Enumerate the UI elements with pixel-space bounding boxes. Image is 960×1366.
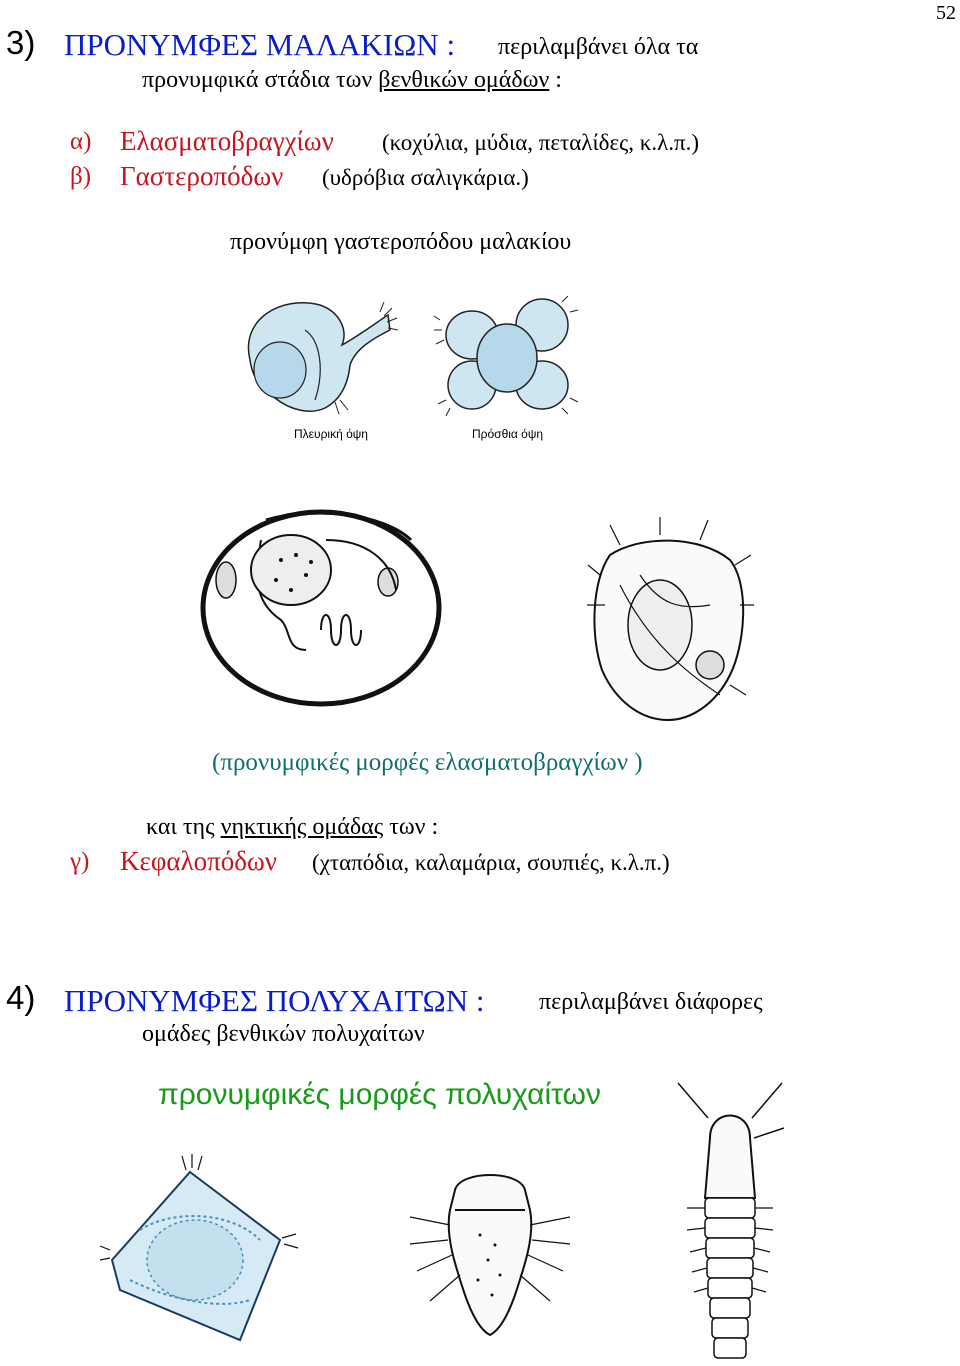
nektic-group-line [146,814,438,841]
section-3-desc-line2 [142,67,562,94]
item-a-label: α) [70,128,92,155]
section-4-desc-line2: ομάδες βενθικών πολυχαίτων [142,1021,425,1047]
item-g-name: Κεφαλοπόδων [120,846,277,876]
fig-front-label: Πρόσθια όψη [472,427,544,441]
fig-lateral-label: Πλευρική όψη [294,427,368,441]
bivalve-larva-illustration-1 [196,500,446,710]
section-4-desc-line1: περιλαμβάνει διάφορες [539,989,763,1015]
section-3-desc-line1: περιλαμβάνει όλα τα [498,34,699,60]
section-4-title: ΠΡΟΝΥΜΦΕΣ ΠΟΛΥΧΑΙΤΩΝ : [64,983,485,1018]
gastropod-lateral-illustration [230,290,400,430]
polychaete-caption: προνυμφικές μορφές πολυχαίτων [158,1078,601,1111]
item-b-name: Γαστεροπόδων [120,161,284,191]
bivalve-larva-illustration-2 [580,515,755,730]
nektic-group-text: νηκτικής ομάδας [220,814,384,840]
nektic-prefix: και της [146,814,215,840]
desc2-part1: προνυμφικά στάδια των [142,67,373,93]
item-a-examples: (κοχύλια, μύδια, πεταλίδες, κ.λ.π.) [382,130,700,155]
nektic-suffix: των : [389,814,439,840]
section-3-number: 3) [6,24,36,61]
gastropod-front-illustration [432,280,582,430]
desc2-colon: : [555,67,562,93]
bivalve-caption: (προνυμφικές μορφές ελασματοβραγχίων ) [212,749,643,776]
item-g-examples: (χταπόδια, καλαμάρια, σουπιές, κ.λ.π.) [312,850,670,875]
item-b-examples: (υδρόβια σαλιγκάρια.) [322,165,529,190]
polychaete-larva-illustration-2 [400,1155,580,1350]
item-a-name: Ελασματοβραγχίων [120,126,334,156]
item-g-label: γ) [70,848,90,875]
polychaete-larva-illustration-1 [100,1150,320,1366]
polychaete-larva-illustration-3 [650,1078,810,1366]
section-3-title: ΠΡΟΝΥΜΦΕΣ ΜΑΛΑΚΙΩΝ : [64,27,456,62]
section-4-number: 4) [6,979,36,1016]
item-b-label: β) [70,163,92,190]
page-number: 52 [936,2,956,24]
benthic-groups-text: βενθικών ομάδων [378,67,550,93]
gastropod-caption: προνύμφη γαστεροπόδου μαλακίου [230,229,572,255]
